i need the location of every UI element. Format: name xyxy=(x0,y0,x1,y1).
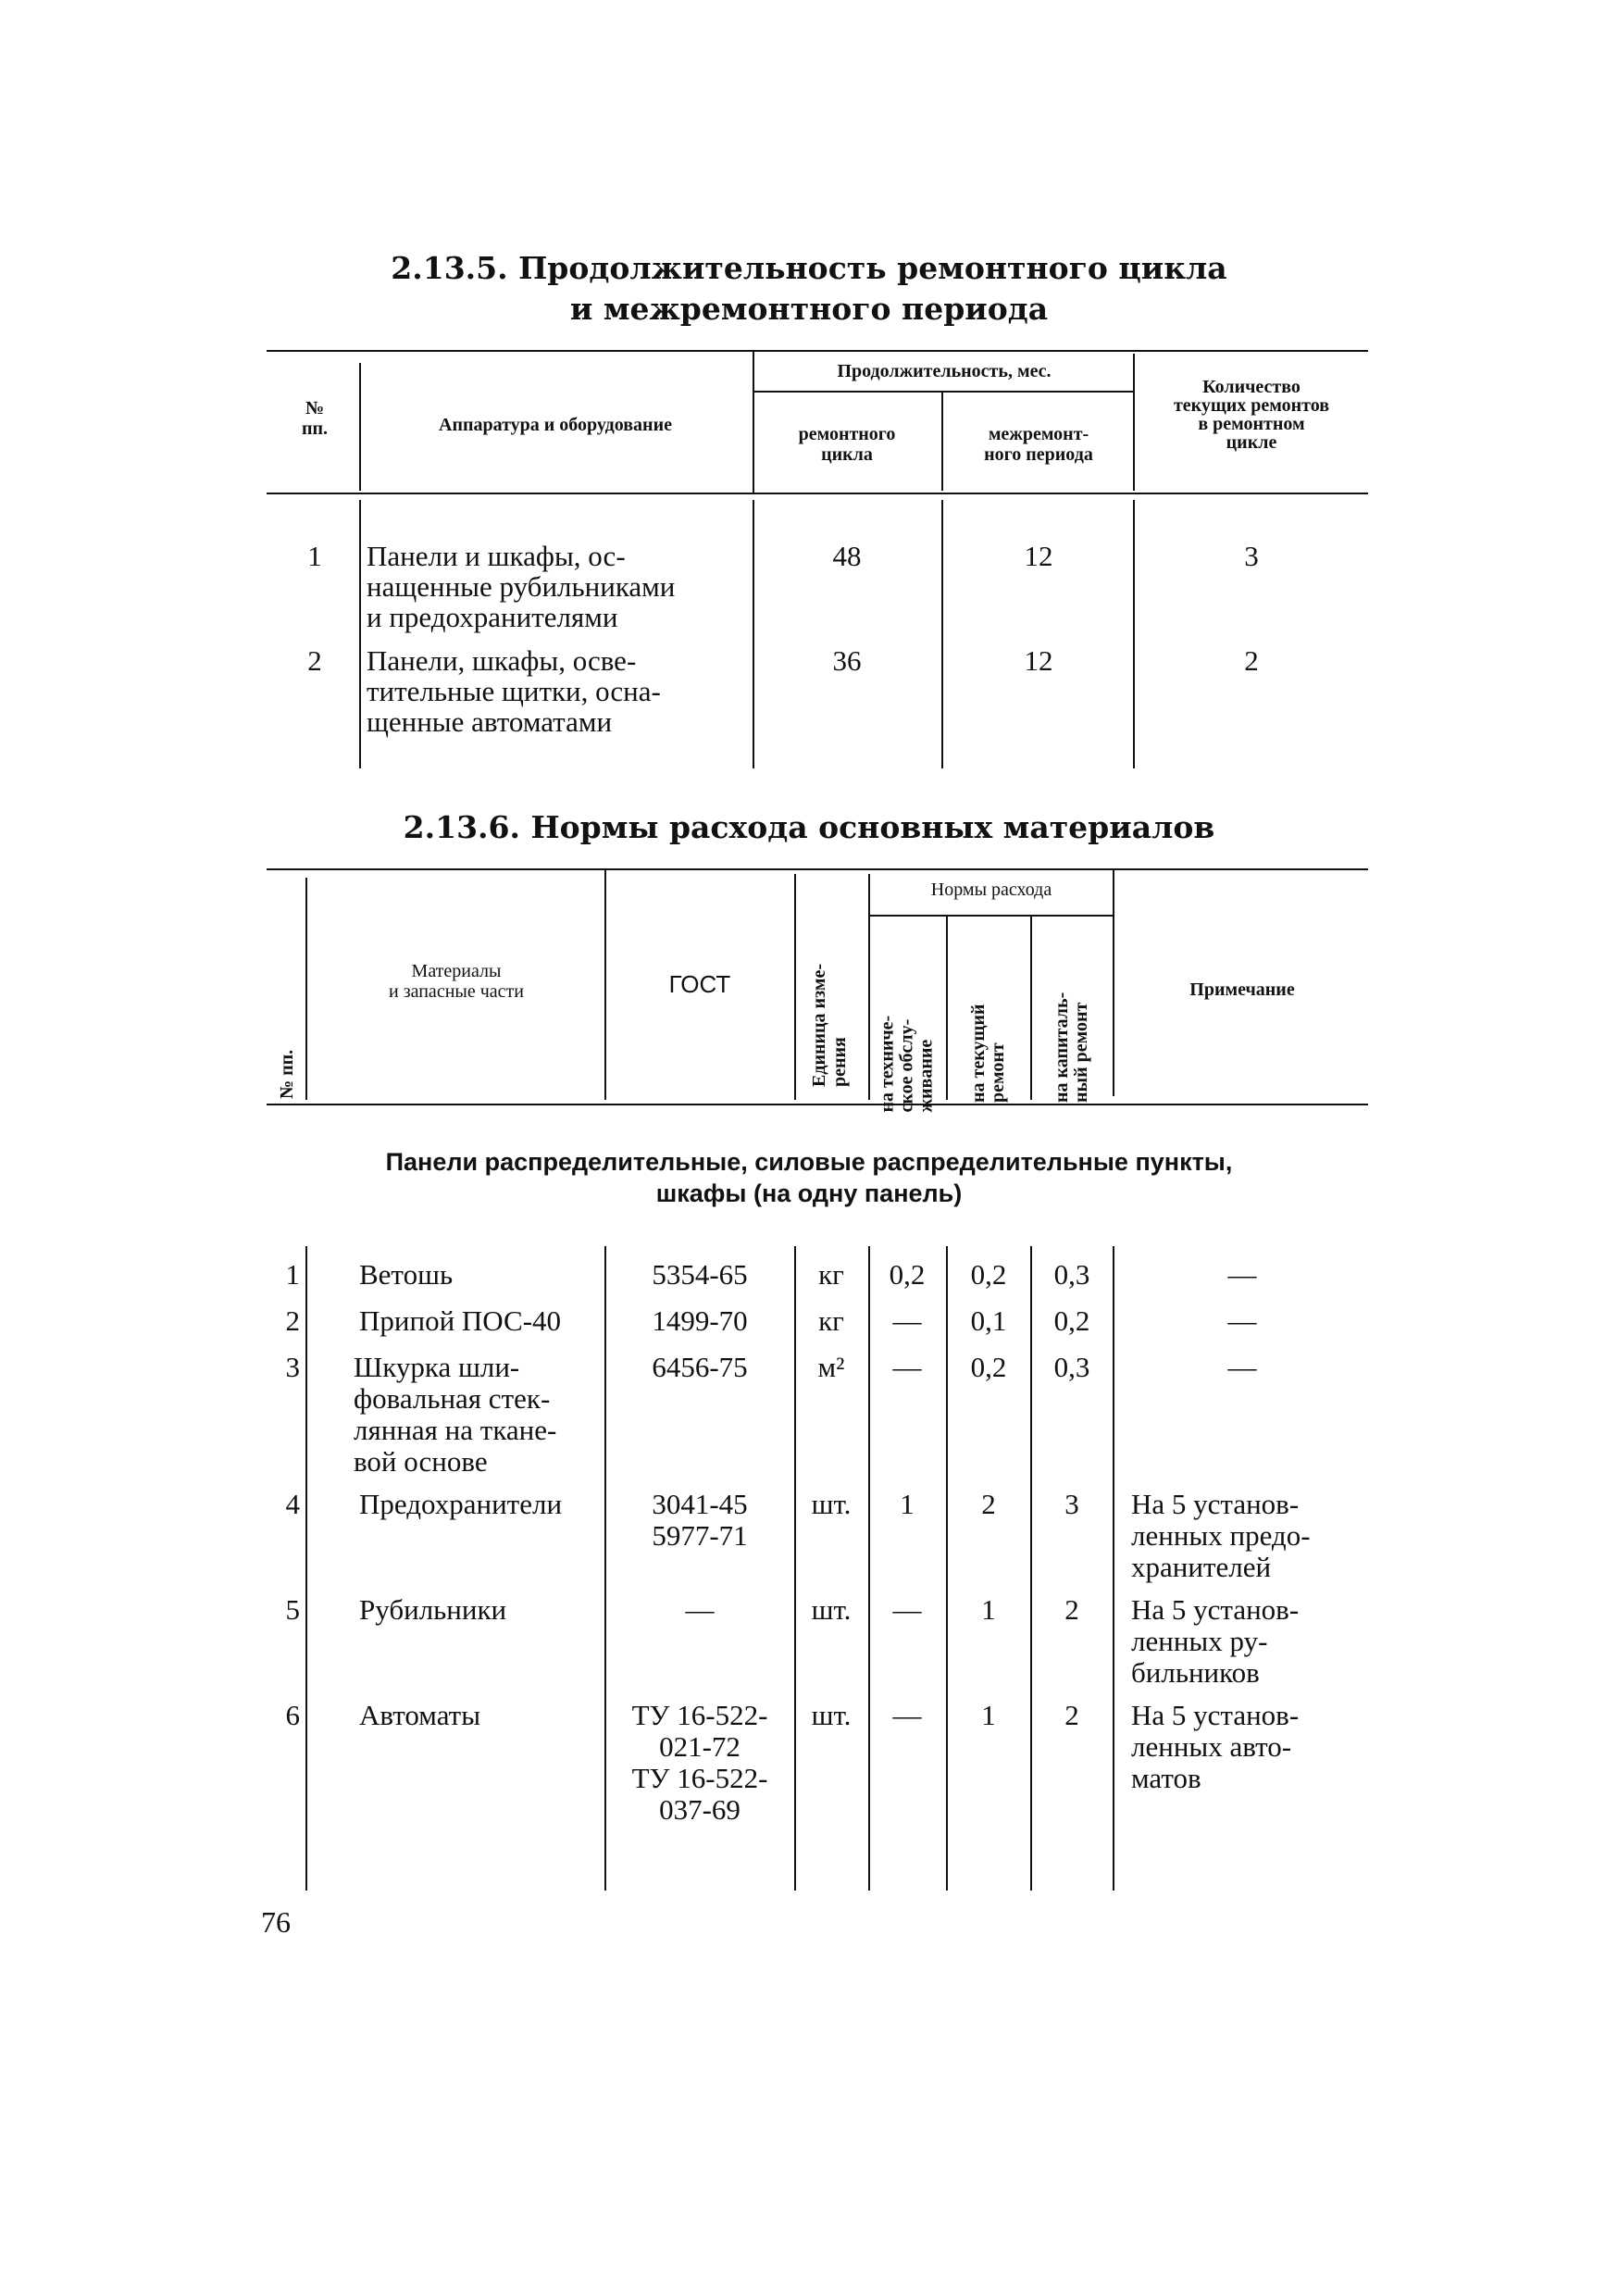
row-num: 2 xyxy=(285,1304,300,1337)
row-gost: 1499-70 xyxy=(652,1304,748,1337)
row-unit: кг xyxy=(818,1258,844,1291)
header-num: № пп. xyxy=(277,1049,297,1099)
header-capital-repair: на капиталь- ный ремонт xyxy=(1052,992,1091,1103)
row-num: 1 xyxy=(307,540,322,572)
row-capital-repair: 0,2 xyxy=(1053,1304,1090,1337)
row-capital-repair: 2 xyxy=(1064,1699,1079,1731)
row-material: Предохранители xyxy=(359,1488,563,1520)
row-unit: шт. xyxy=(811,1699,852,1731)
row-maintenance: — xyxy=(892,1593,922,1626)
group-subtitle-line2: шкафы (на одну панель) xyxy=(655,1179,963,1207)
row-note: — xyxy=(1227,1304,1257,1337)
page-number: 76 xyxy=(261,1905,291,1939)
row-repair-cycle: 48 xyxy=(832,540,862,572)
row-gost: 3041-45 5977-71 xyxy=(652,1488,748,1552)
row-num: 3 xyxy=(285,1351,300,1383)
row-maintenance: — xyxy=(892,1304,922,1337)
row-gost: 5354-65 xyxy=(652,1258,748,1291)
row-current-repair: 1 xyxy=(981,1699,996,1731)
row-unit: кг xyxy=(818,1304,844,1337)
row-capital-repair: 0,3 xyxy=(1053,1258,1090,1291)
row-num: 6 xyxy=(285,1699,300,1731)
row-note: На 5 установ- ленных авто- матов xyxy=(1131,1699,1300,1794)
row-current-repair: 0,2 xyxy=(970,1351,1007,1383)
row-material: Автоматы xyxy=(359,1699,481,1731)
row-repair-count: 3 xyxy=(1244,540,1259,572)
header-interrepair: межремонт- ного периода xyxy=(984,424,1093,465)
row-num: 2 xyxy=(307,644,322,677)
row-capital-repair: 0,3 xyxy=(1053,1351,1090,1383)
row-unit: шт. xyxy=(811,1488,852,1520)
row-num: 5 xyxy=(285,1593,300,1626)
row-maintenance: 1 xyxy=(900,1488,915,1520)
row-maintenance: 0,2 xyxy=(889,1258,926,1291)
row-note: На 5 установ- ленных ру- бильников xyxy=(1131,1593,1300,1689)
header-gost: ГОСТ xyxy=(668,970,731,998)
row-note: На 5 установ- ленных предо- хранителей xyxy=(1131,1488,1311,1583)
section2-title: 2.13.6. Нормы расхода основных материалов xyxy=(403,809,1215,845)
row-unit: м² xyxy=(817,1351,845,1383)
header-num: № пп. xyxy=(301,398,329,439)
row-repair-cycle: 36 xyxy=(832,644,862,677)
header-unit: Единица изме- рения xyxy=(809,964,850,1087)
header-repair-count: Количество текущих ремонтов в ремонтном цикле xyxy=(1173,377,1330,453)
row-maintenance: — xyxy=(892,1351,922,1383)
header-equipment: Аппаратура и оборудование xyxy=(439,415,672,435)
row-material: Ветошь xyxy=(359,1258,454,1291)
row-current-repair: 2 xyxy=(981,1488,996,1520)
header-note: Примечание xyxy=(1189,980,1295,1000)
header-current-repair: на текущий ремонт xyxy=(968,1004,1008,1103)
row-current-repair: 1 xyxy=(981,1593,996,1626)
row-current-repair: 0,2 xyxy=(970,1258,1007,1291)
row-unit: шт. xyxy=(811,1593,852,1626)
row-interrepair: 12 xyxy=(1024,540,1053,572)
row-current-repair: 0,1 xyxy=(970,1304,1007,1337)
row-interrepair: 12 xyxy=(1024,644,1053,677)
row-repair-count: 2 xyxy=(1244,644,1259,677)
section1-title-line2: и межремонтного периода xyxy=(569,291,1049,327)
row-num: 1 xyxy=(285,1258,300,1291)
row-material: Рубильники xyxy=(359,1593,507,1626)
row-capital-repair: 3 xyxy=(1064,1488,1079,1520)
section1-title-line1: 2.13.5. Продолжительность ремонтного цикла xyxy=(391,250,1227,286)
row-gost: ТУ 16-522- 021-72 ТУ 16-522- 037-69 xyxy=(631,1699,768,1826)
row-gost: 6456-75 xyxy=(652,1351,748,1383)
row-note: — xyxy=(1227,1258,1257,1291)
row-num: 4 xyxy=(285,1488,300,1520)
row-capital-repair: 2 xyxy=(1064,1593,1079,1626)
header-duration: Продолжительность, мес. xyxy=(837,361,1052,381)
row-note: — xyxy=(1227,1351,1257,1383)
row-material: Припой ПОС-40 xyxy=(359,1304,562,1337)
header-maintenance: на техниче- ское обслу- живание xyxy=(877,1015,937,1113)
row-material: Шкурка шли- фовальная стек- лянная на ткане- вой основе xyxy=(354,1351,557,1478)
row-gost: — xyxy=(685,1593,715,1626)
row-maintenance: — xyxy=(892,1699,922,1731)
group-subtitle-line1: Панели распределительные, силовые распределительные пункты, xyxy=(385,1148,1233,1176)
header-repair-cycle: ремонтного цикла xyxy=(798,424,896,465)
header-norms: Нормы расхода xyxy=(930,880,1052,900)
header-materials: Материалы и запасные части xyxy=(389,961,524,1002)
row-equipment: Панели и шкафы, ос- нащенные рубильниками и предохранителями xyxy=(367,540,676,633)
row-equipment: Панели, шкафы, осве- тительные щитки, осна- щенные автоматами xyxy=(367,644,661,738)
